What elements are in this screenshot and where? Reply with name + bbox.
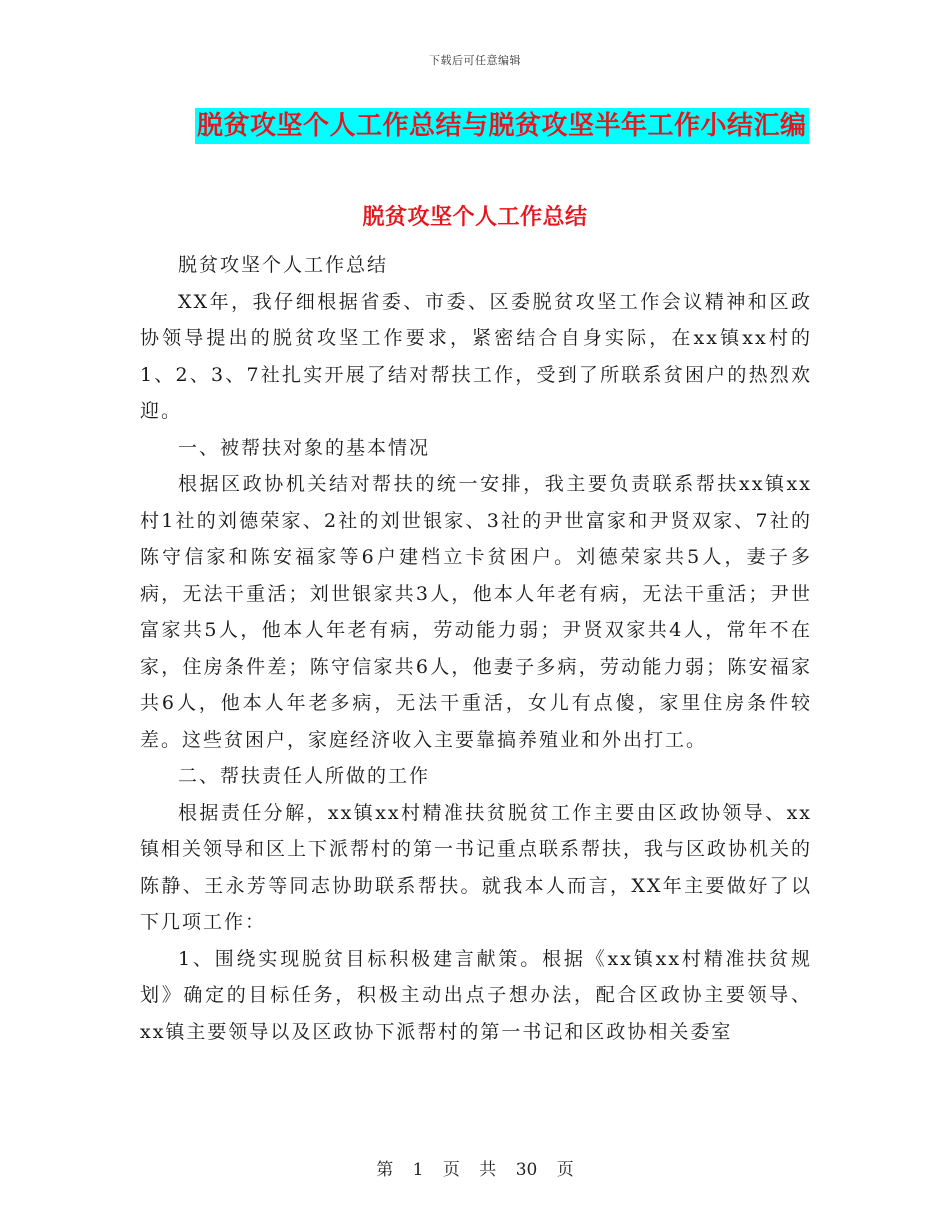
page-label-mid: 页 [442, 1160, 460, 1180]
section-title: 脱贫攻坚个人工作总结 [362, 204, 588, 230]
paragraph: 一、被帮扶对象的基本情况 [178, 436, 431, 459]
paragraph: 根据责任分解，xx镇xx村精准扶贫脱贫工作主要由区政协领导、xx镇相关领导和区上下派帮村的第一书记重点联系帮扶，我与区政协机关的陈静、王永芳等同志协助联系帮扶。就我本人而言，XX年主要做好了以下几项工作： [140, 801, 813, 933]
document-body [140, 247, 812, 1050]
total-label-suffix: 页 [556, 1160, 574, 1180]
page-number: 1 [412, 1160, 424, 1180]
page-footer [0, 1155, 950, 1180]
document-main-title: 脱贫攻坚个人工作总结与脱贫攻坚半年工作小结汇编 [195, 108, 809, 144]
paragraph: 脱贫攻坚个人工作总结 [178, 254, 389, 276]
paragraph: 二、帮扶责任人所做的工作 [178, 765, 431, 787]
paragraph: XX年，我仔细根据省委、市委、区委脱贫攻坚工作会议精神和区政协领导提出的脱贫攻坚工作要求，紧密结合自身实际，在xx镇xx村的1、2、3、7社扎实开展了结对帮扶工作，受到了所联系贫困户的热烈欢迎。 [140, 290, 812, 422]
paragraph: 1、围绕实现脱贫目标积极建言献策。根据《xx镇xx村精准扶贫规划》确定的目标任务，积极主动出点子想办法，配合区政协主要领导、xx镇主要领导以及区政协下派帮村的第一书记和区政协相关委室 [140, 947, 812, 1043]
page-label-prefix: 第 [376, 1160, 394, 1180]
total-label-prefix: 共 [479, 1160, 497, 1180]
total-pages: 30 [515, 1160, 538, 1180]
paragraph: 根据区政协机关结对帮扶的统一安排，我主要负责联系帮扶xx镇xx村1社的刘德荣家、2社的刘世银家、3社的尹世富家和尹贤双家、7社的陈守信家和陈安福家等6户建档立卡贫困户。刘德荣家共5人，妻子多病，无法干重活；刘世银家共3人，他本人年老有病，无法干重活；尹世富家共5人，他本人年老有病，劳动能力弱；尹贤双家共4人，常年不在家，住房条件差；陈守信家共6人，他妻子多病，劳动能力弱；陈安福家共6人，他本人年老多病，无法干重活，女儿有点傻，家里住房条件较差。这些贫困户，家庭经济收入主要靠搞养殖业和外出打工。 [140, 473, 812, 751]
page-header-note: 下载后可任意编辑 [429, 54, 521, 67]
